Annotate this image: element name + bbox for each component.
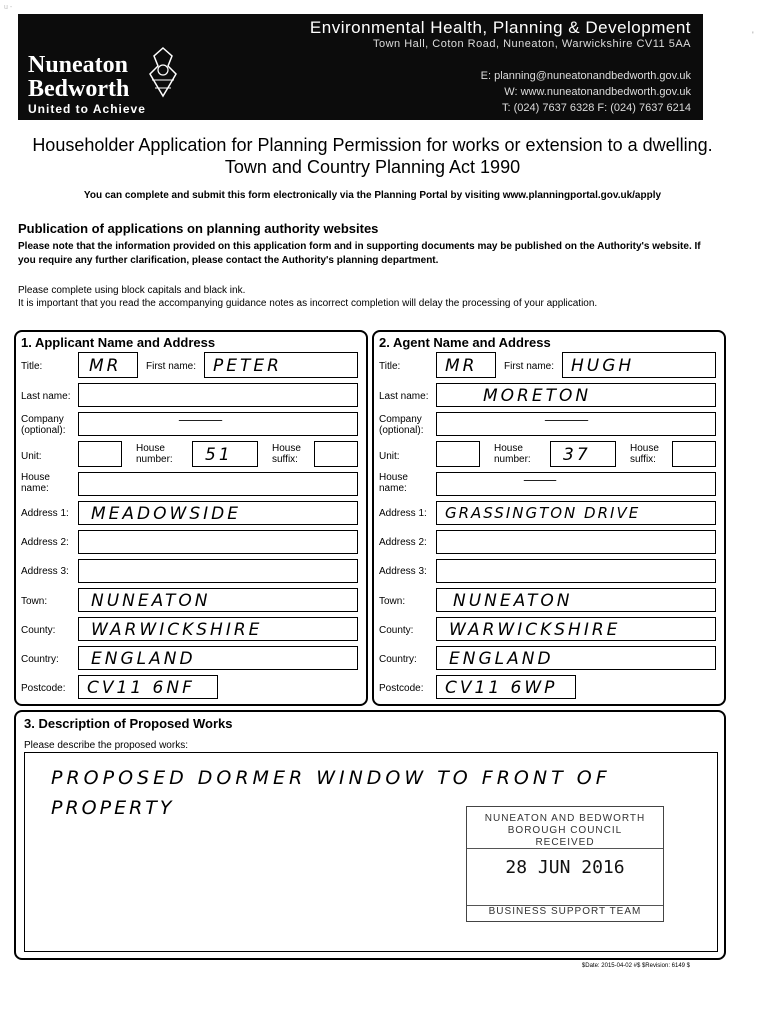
applicant-country-value: ENGLAND (91, 649, 196, 669)
applicant-first-name-field[interactable] (204, 352, 358, 378)
applicant-address1-value: MEADOWSIDE (91, 504, 241, 524)
applicant-address3-label: Address 3: (21, 566, 69, 577)
agent-house-number-value: 37 (563, 445, 591, 465)
applicant-town-value: NUNEATON (91, 591, 211, 611)
applicant-address2-field[interactable] (78, 530, 358, 554)
applicant-postcode-field[interactable] (78, 675, 218, 699)
publication-heading: Publication of applications on planning authority websites (18, 221, 379, 236)
applicant-county-label: County: (21, 625, 56, 636)
agent-country-value: ENGLAND (449, 649, 554, 669)
agent-first-name-field[interactable] (562, 352, 716, 378)
received-stamp (466, 806, 664, 922)
agent-address2-label: Address 2: (379, 537, 427, 548)
stamp-date: 28 JUN 2016 (505, 857, 625, 878)
logo-line2: Bedworth (28, 76, 130, 102)
agent-country-label: Country: (379, 654, 417, 665)
applicant-country-label: Country: (21, 654, 59, 665)
applicant-house-suffix-field[interactable] (314, 441, 358, 467)
applicant-heading: 1. Applicant Name and Address (21, 335, 216, 350)
applicant-town-field[interactable] (78, 588, 358, 612)
portal-note: You can complete and submit this form electronically via the Planning Portal by visiting www.planningportal.gov.uk/apply (83, 190, 662, 201)
stamp-line2: BOROUGH COUNCIL (507, 825, 623, 836)
form-title-line1: Householder Application for Planning Permission for works or extension to a dwelling. (32, 135, 713, 155)
applicant-address3-field[interactable] (78, 559, 358, 583)
applicant-county-field[interactable] (78, 617, 358, 641)
applicant-county-value: WARWICKSHIRE (91, 620, 263, 640)
applicant-title-value: MR (89, 356, 122, 376)
tagline: United to Achieve (28, 102, 146, 116)
applicant-house-suffix-label: House suffix: (272, 443, 301, 465)
applicant-house-number-field[interactable] (192, 441, 258, 467)
agent-house-number-field[interactable] (550, 441, 616, 467)
agent-town-label: Town: (379, 596, 406, 607)
applicant-house-name-field[interactable] (78, 472, 358, 496)
agent-title-value: MR (445, 356, 478, 376)
agent-first-name-label: First name: (504, 361, 555, 372)
agent-address2-field[interactable] (436, 530, 716, 554)
side-mark: ' (752, 30, 754, 40)
agent-town-value: NUNEATON (453, 591, 573, 611)
applicant-house-number-label: House number: (136, 443, 173, 465)
agent-town-field[interactable] (436, 588, 716, 612)
agent-county-label: County: (379, 625, 414, 636)
agent-house-name-field[interactable] (436, 472, 716, 496)
agent-last-name-field[interactable] (436, 383, 716, 407)
agent-last-name-label: Last name: (379, 391, 429, 402)
applicant-address1-field[interactable] (78, 501, 358, 525)
instructions-line1: Please complete using block capitals and black ink. (18, 285, 246, 296)
council-telephone: T: (024) 7637 6328 F: (024) 7637 6214 (502, 102, 691, 114)
agent-address3-field[interactable] (436, 559, 716, 583)
applicant-title-label: Title: (21, 361, 43, 372)
agent-first-name-value: HUGH (571, 356, 635, 376)
council-website: W: www.nuneatonandbedworth.gov.uk (504, 86, 691, 98)
agent-house-suffix-field[interactable] (672, 441, 716, 467)
agent-house-name-label: House name: (379, 472, 408, 494)
applicant-unit-field[interactable] (78, 441, 122, 467)
agent-last-name-value: MORETON (483, 386, 592, 406)
applicant-postcode-label: Postcode: (21, 683, 66, 694)
agent-company-field[interactable] (436, 412, 716, 436)
revision-footer: $Date: 2015-04-02 #$ $Revision: 6149 $ (581, 963, 690, 969)
agent-heading: 2. Agent Name and Address (379, 335, 551, 350)
crest-icon (142, 46, 184, 98)
stamp-line3: RECEIVED (467, 837, 663, 849)
agent-house-suffix-label: House suffix: (630, 443, 659, 465)
applicant-company-label: Company (optional): (21, 414, 66, 436)
applicant-country-field[interactable] (78, 646, 358, 670)
applicant-last-name-field[interactable] (78, 383, 358, 407)
logo-line1: Nuneaton (28, 52, 129, 78)
applicant-address1-label: Address 1: (21, 508, 69, 519)
stamp-line1: NUNEATON AND BEDWORTH (484, 813, 646, 824)
applicant-last-name-label: Last name: (21, 391, 71, 402)
agent-title-label: Title: (379, 361, 401, 372)
agent-unit-label: Unit: (379, 451, 400, 462)
form-title (0, 134, 745, 178)
header-banner (18, 14, 703, 120)
agent-section (372, 330, 726, 706)
agent-company-value: — (542, 413, 603, 427)
agent-unit-field[interactable] (436, 441, 480, 467)
applicant-company-field[interactable] (78, 412, 358, 436)
agent-address1-value: GRASSINGTON DRIVE (445, 504, 641, 522)
stamp-line4: BUSINESS SUPPORT TEAM (467, 905, 663, 917)
council-address: Town Hall, Coton Road, Nuneaton, Warwickshire CV11 5AA (372, 38, 691, 50)
applicant-postcode-value: CV11 6NF (87, 678, 195, 698)
agent-house-name-value: — (522, 473, 567, 487)
corner-mark: u - (4, 4, 13, 11)
applicant-section (14, 330, 368, 706)
department-name: Environmental Health, Planning & Development (309, 18, 691, 37)
council-email: E: planning@nuneatonandbedworth.gov.uk (480, 70, 691, 82)
agent-postcode-field[interactable] (436, 675, 576, 699)
applicant-town-label: Town: (21, 596, 48, 607)
publication-text: Please note that the information provided on this application form and in supporting documents may be published on the Authority's website. If you require any further clarification, please contact the Authority's planning department. (18, 241, 701, 266)
agent-address1-label: Address 1: (379, 508, 427, 519)
works-prompt: Please describe the proposed works: (24, 740, 188, 751)
applicant-title-field[interactable] (78, 352, 138, 378)
works-description-line1: PROPOSED DORMER WINDOW TO FRONT OF (51, 767, 611, 789)
agent-postcode-value: CV11 6WP (445, 678, 558, 698)
works-heading: 3. Description of Proposed Works (24, 716, 233, 731)
applicant-unit-label: Unit: (21, 451, 42, 462)
applicant-first-name-value: PETER (213, 356, 282, 376)
applicant-address2-label: Address 2: (21, 537, 69, 548)
works-description-line2: PROPERTY (51, 797, 175, 819)
instructions (18, 284, 738, 310)
applicant-first-name-label: First name: (146, 361, 197, 372)
agent-county-value: WARWICKSHIRE (449, 620, 621, 640)
applicant-house-name-label: House name: (21, 472, 50, 494)
agent-title-field[interactable] (436, 352, 496, 378)
agent-house-number-label: House number: (494, 443, 531, 465)
agent-county-field[interactable] (436, 617, 716, 641)
form-title-line2: Town and Country Planning Act 1990 (224, 157, 521, 177)
applicant-house-number-value: 51 (205, 445, 233, 465)
agent-address3-label: Address 3: (379, 566, 427, 577)
instructions-line2: It is important that you read the accompanying guidance notes as incorrect completion will delay the processing of your application. (18, 298, 598, 309)
agent-country-field[interactable] (436, 646, 716, 670)
agent-company-label: Company (optional): (379, 414, 424, 436)
agent-postcode-label: Postcode: (379, 683, 424, 694)
agent-address1-field[interactable] (436, 501, 716, 525)
applicant-company-value: — (176, 413, 237, 427)
